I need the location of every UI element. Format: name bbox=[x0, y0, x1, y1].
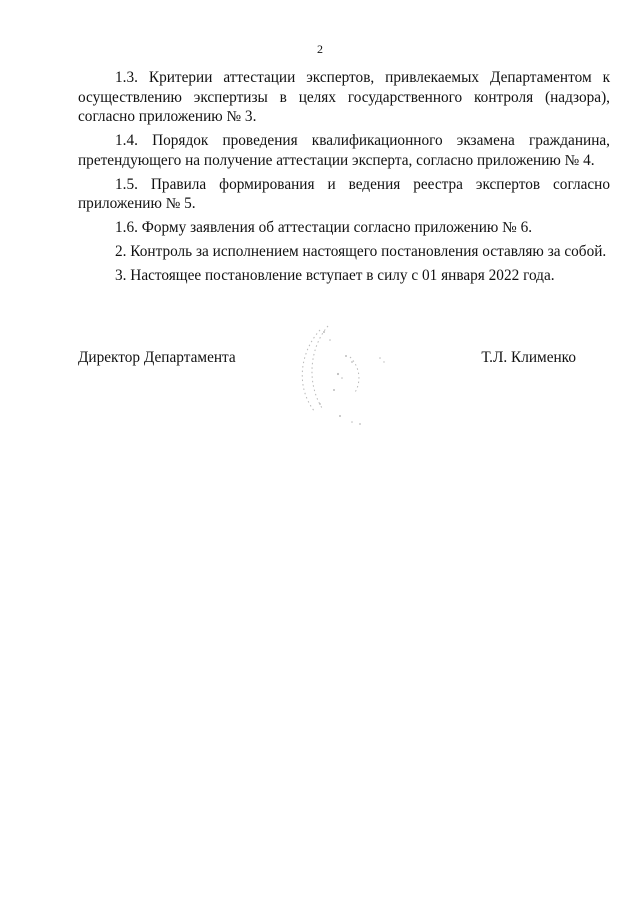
faded-seal-icon bbox=[290, 312, 400, 437]
signature-block bbox=[78, 349, 610, 369]
paragraph-1-4: 1.4. Порядок проведения квалификационного экзамена гражданина, претендующего на получение аттестации эксперта, согласно приложению № 4. bbox=[78, 132, 610, 169]
paragraph-1-5: 1.5. Правила формирования и ведения реестра экспертов согласно приложению № 5. bbox=[78, 175, 610, 212]
paragraph-1-3: 1.3. Критерии аттестации экспертов, привлекаемых Департаментом к осуществлению экспертизы в целях государственного контроля (надзора), согласно приложению № 3. bbox=[78, 69, 610, 125]
paragraph-1-6: 1.6. Форму заявления об аттестации согласно приложению № 6. bbox=[115, 219, 533, 236]
paragraph-3: 3. Настоящее постановление вступает в силу с 01 января 2022 года. bbox=[115, 267, 555, 284]
document-body bbox=[78, 68, 610, 290]
signatory-name: Т.Л. Клименко bbox=[481, 349, 576, 366]
paragraph-2: 2. Контроль за исполнением настоящего постановления оставляю за собой. bbox=[115, 243, 607, 260]
page-number: 2 bbox=[317, 42, 323, 56]
signatory-position: Директор Департамента bbox=[78, 349, 236, 366]
